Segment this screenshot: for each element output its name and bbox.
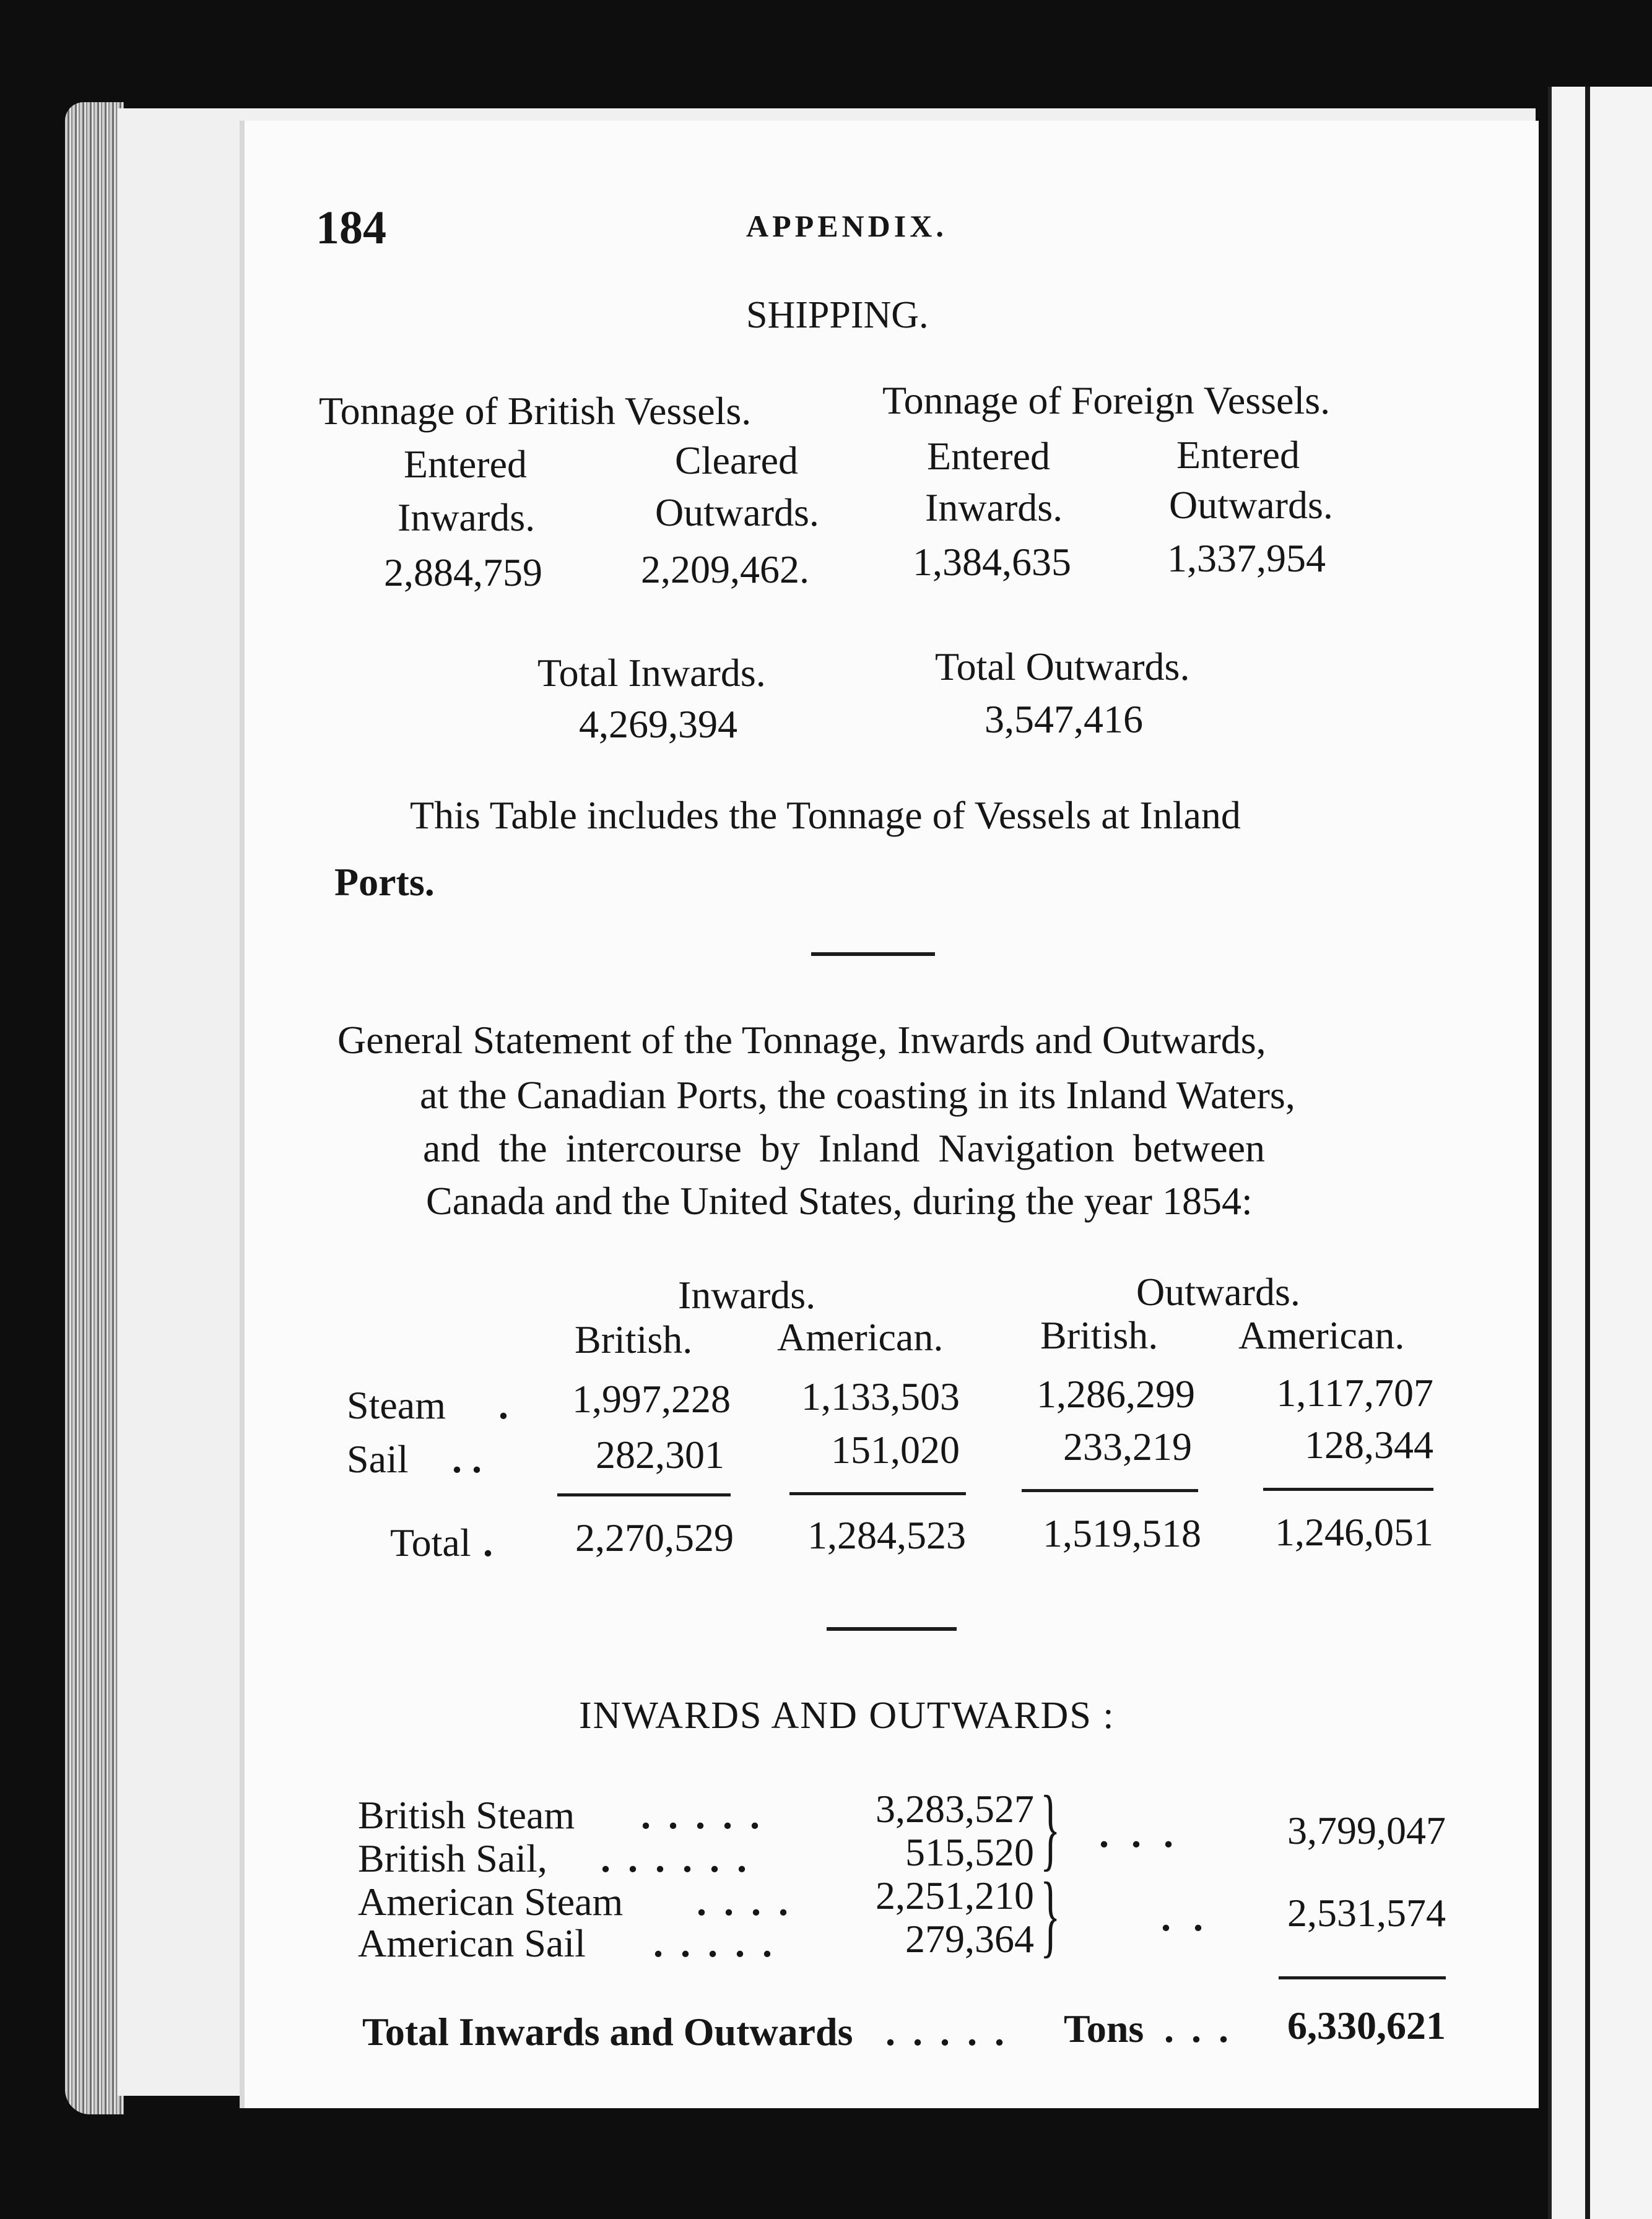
shipping-note-line2: Ports.	[334, 860, 435, 904]
cell-total-outwards-american: 1,246,051	[1275, 1510, 1433, 1554]
col-header-inwards-american: American.	[777, 1315, 944, 1359]
right-page-gutter	[1585, 87, 1590, 2219]
col-header-outwards-american: American.	[1238, 1313, 1405, 1357]
cell-sail-outwards-american: 128,344	[1305, 1423, 1433, 1467]
summary-row-leader: . . . . . .	[601, 1836, 750, 1880]
row-label-steam: Steam	[347, 1383, 446, 1427]
cell-steam-outwards-british: 1,286,299	[1037, 1372, 1195, 1416]
col3-line1: Entered	[927, 434, 1050, 478]
sum-rule	[1263, 1488, 1433, 1491]
cell-total-outwards-british: 1,519,518	[1043, 1511, 1201, 1555]
statement-line1: General Statement of the Tonnage, Inwards and Outwards,	[337, 1018, 1266, 1062]
group-header-outwards: Outwards.	[1136, 1270, 1300, 1314]
col-header-inwards-british: British.	[575, 1318, 693, 1361]
col4-line2: Outwards.	[1169, 483, 1333, 527]
col1-line2: Inwards.	[398, 495, 536, 539]
cell-total-inwards-american: 1,284,523	[807, 1513, 966, 1557]
col1-value: 2,884,759	[384, 550, 542, 594]
col3-value: 1,384,635	[913, 540, 1071, 584]
statement-line2: at the Canadian Ports, the coasting in its Inland Waters,	[420, 1073, 1295, 1117]
grand-total-value: 6,330,621	[1287, 2004, 1446, 2047]
col2-line1: Cleared	[675, 438, 798, 482]
row-label-total: Total	[390, 1521, 471, 1565]
sum-rule	[789, 1492, 966, 1495]
brace-icon: }	[1040, 1864, 1061, 1966]
col-header-outwards-british: British.	[1040, 1313, 1159, 1357]
cell-sail-inwards-british: 282,301	[596, 1433, 724, 1477]
group-header-inwards: Inwards.	[678, 1273, 816, 1317]
summary-row-value: 515,520	[905, 1830, 1034, 1874]
page-number: 184	[316, 202, 386, 254]
col3-line2: Inwards.	[925, 485, 1063, 529]
summary-row-value: 2,251,210	[876, 1874, 1034, 1917]
grand-total-label: Total Inwards and Outwards	[362, 2010, 853, 2054]
cell-total-inwards-british: 2,270,529	[575, 1516, 734, 1560]
summary-row-value: 279,364	[905, 1917, 1034, 1961]
british-total-leader: . . .	[1099, 1812, 1180, 1856]
summary-row-leader: . . . . .	[641, 1793, 763, 1837]
summary-row-label: British Steam	[358, 1793, 575, 1837]
sum-rule	[557, 1493, 731, 1496]
cell-steam-inwards-american: 1,133,503	[801, 1374, 960, 1418]
summary-row-label: American Sail	[358, 1921, 586, 1965]
row-label-sail: Sail	[347, 1437, 409, 1481]
statement-line3: and the intercourse by Inland Navigation between	[423, 1126, 1265, 1170]
summary-row-leader: . . . .	[697, 1880, 792, 1924]
cell-sail-outwards-british: 233,219	[1063, 1425, 1192, 1469]
summary-row-label: American Steam	[358, 1880, 624, 1924]
total-inwards-value: 4,269,394	[579, 702, 737, 746]
col4-line1: Entered	[1176, 433, 1300, 477]
total-outwards-value: 3,547,416	[985, 697, 1143, 741]
grand-total-unit: Tons	[1064, 2007, 1144, 2051]
sum-rule	[1022, 1489, 1198, 1492]
summary-title: INWARDS AND OUTWARDS :	[579, 1695, 1115, 1737]
statement-line4: Canada and the United States, during the year 1854:	[426, 1179, 1253, 1223]
cell-sail-inwards-american: 151,020	[831, 1428, 960, 1472]
col4-value: 1,337,954	[1167, 536, 1326, 580]
book-page-stack	[65, 102, 124, 2114]
british-total-value: 3,799,047	[1287, 1809, 1446, 1852]
british-vessels-heading: Tonnage of British Vessels.	[319, 389, 752, 433]
american-total-leader: . .	[1161, 1895, 1209, 1939]
row-leader-steam: .	[498, 1383, 508, 1427]
shipping-title: SHIPPING.	[746, 294, 929, 336]
brace-icon: }	[1040, 1777, 1061, 1880]
row-leader-total: .	[483, 1521, 493, 1565]
cell-steam-outwards-american: 1,117,707	[1276, 1371, 1433, 1415]
summary-row-value: 3,283,527	[876, 1787, 1034, 1831]
total-inwards-label: Total Inwards.	[537, 651, 766, 695]
col2-value: 2,209,462.	[641, 547, 809, 591]
foreign-vessels-heading: Tonnage of Foreign Vessels.	[882, 378, 1331, 422]
running-title: APPENDIX.	[746, 209, 947, 243]
right-facing-page	[1548, 87, 1652, 2219]
total-outwards-label: Total Outwards.	[935, 645, 1190, 688]
section-divider	[827, 1627, 957, 1631]
col2-line2: Outwards.	[655, 490, 819, 534]
summary-row-leader: . . . . .	[653, 1921, 776, 1965]
row-leader-sail: . .	[452, 1437, 482, 1481]
section-divider	[811, 952, 935, 956]
grand-total-leader: . . . . .	[885, 2010, 1008, 2054]
grand-total-rule	[1279, 1976, 1446, 1979]
american-total-value: 2,531,574	[1287, 1891, 1446, 1935]
grand-total-unit-leader: . . .	[1164, 2007, 1232, 2051]
summary-row-label: British Sail,	[358, 1836, 547, 1880]
shipping-note-line1: This Table includes the Tonnage of Vessels at Inland	[410, 793, 1241, 837]
cell-steam-inwards-british: 1,997,228	[572, 1377, 731, 1421]
col1-line1: Entered	[404, 442, 527, 486]
